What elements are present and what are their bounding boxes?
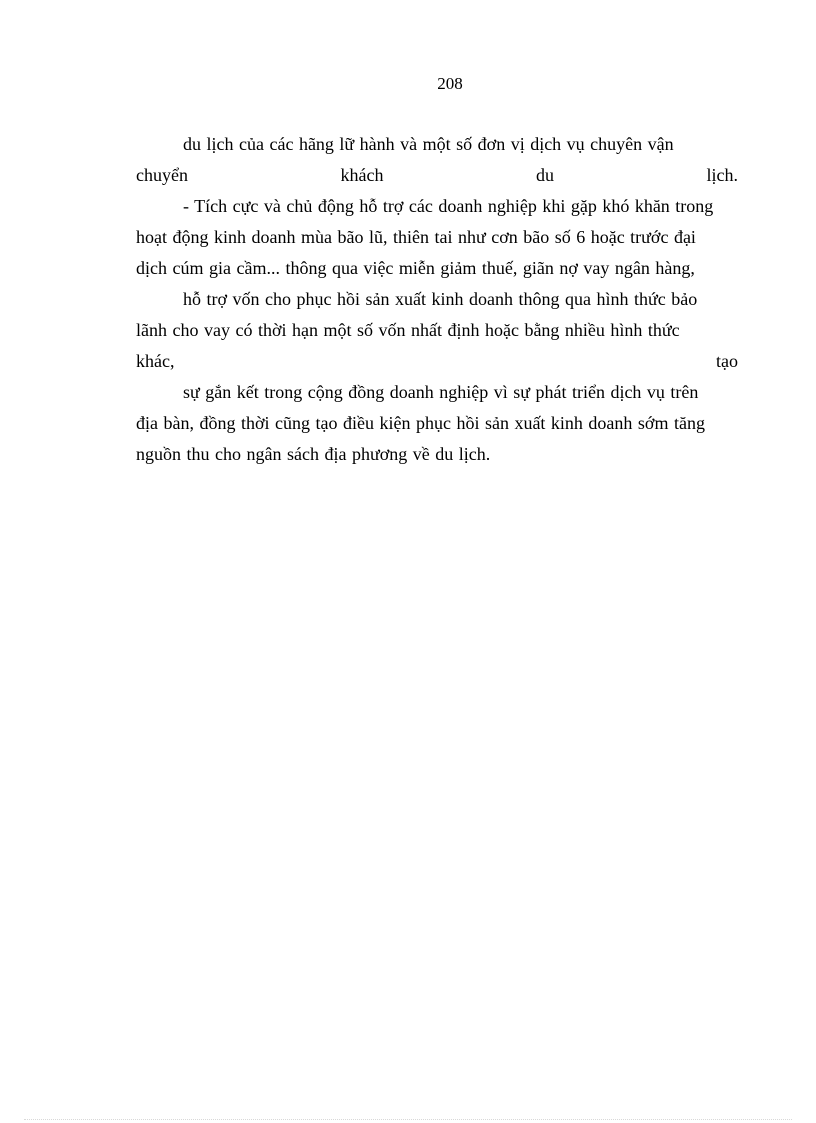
page-bottom-border [24,1119,792,1120]
text-line-10: địa bàn, đồng thời cũng tạo điều kiện phục hồi sản xuất kinh doanh sớm tăng [136,413,705,433]
text-line-8 [136,349,738,380]
word: khách [340,165,384,185]
text-line-1: du lịch của các hãng lữ hành và một số đơn vị dịch vụ chuyên vận [183,134,674,154]
word: tạo [716,351,738,371]
text-line-7: lãnh cho vay có thời hạn một số vốn nhất định hoặc bằng nhiều hình thức [136,320,680,340]
body-text [136,132,738,473]
word: du [535,165,554,185]
word: lịch. [706,165,738,185]
text-line-9: sự gắn kết trong cộng đồng doanh nghiệp vì sự phát triển dịch vụ trên [183,382,699,402]
text-line-2 [136,163,738,194]
text-line-5: dịch cúm gia cầm... thông qua việc miễn giảm thuế, giãn nợ vay ngân hàng, [136,258,695,278]
text-line-11: nguồn thu cho ngân sách địa phương về du lịch. [136,444,491,464]
word: khác, [136,351,175,371]
word: chuyển [136,165,188,185]
text-line-4: hoạt động kinh doanh mùa bão lũ, thiên tai như cơn bão số 6 hoặc trước đại [136,227,696,247]
text-line-3: - Tích cực và chủ động hỗ trợ các doanh nghiệp khi gặp khó khăn trong [183,196,714,216]
text-line-6: hỗ trợ vốn cho phục hồi sản xuất kinh doanh thông qua hình thức bảo [183,289,698,309]
page-number: 208 [437,74,463,93]
